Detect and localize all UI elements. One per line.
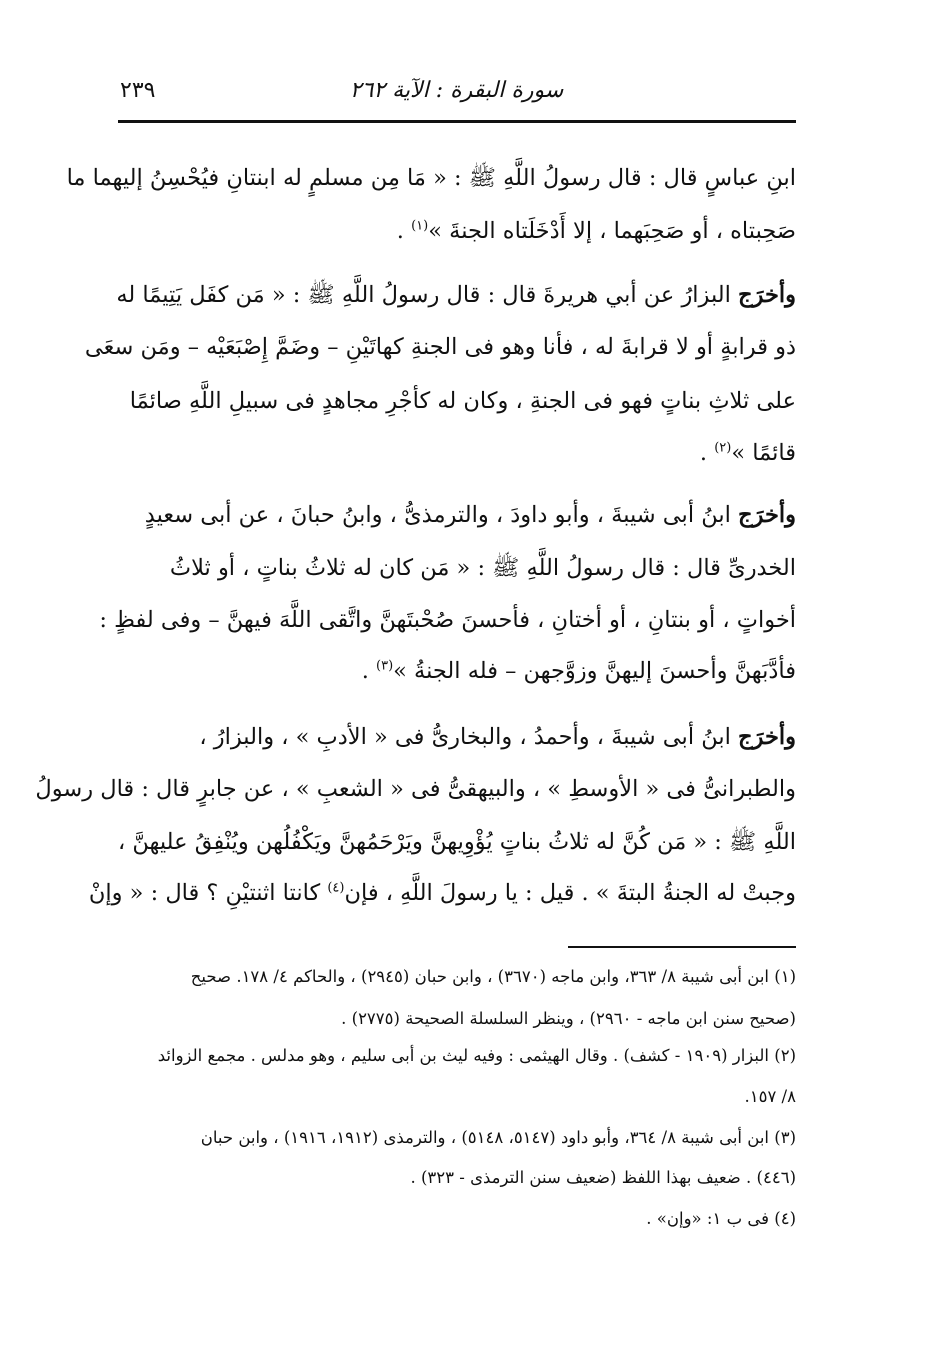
line-text: . <box>361 658 376 684</box>
footnote-rule <box>568 946 796 948</box>
line-text: ابنُ أبى شيبةَ ، وأحمدُ ، والبخارىُّ فى « الأدبِ » ، والبزارُ ، <box>199 724 739 750</box>
footnote-marker: (١) <box>411 218 429 234</box>
paragraph-lead: وأخرَج <box>738 282 796 308</box>
body-line <box>118 500 796 532</box>
line-text: قائمًا » <box>731 440 796 466</box>
line-text: البزارُ عن أبي هريرةَ قال : قال رسولُ اللَّهِ ﷺ : « مَن كفَل يَتِيمًا له <box>116 282 739 308</box>
surah-header-title: سورة البقرة : الآية ٢٦٢ <box>349 78 564 103</box>
footnote-line: ٨/ ١٥٧. <box>744 1087 796 1106</box>
body-line <box>35 774 796 806</box>
line-text: ابنُ أبى شيبةَ ، وأبو داودَ ، والترمذىُّ ، وابنُ حبانَ ، عن أبى سعيدٍ <box>144 502 739 528</box>
running-header <box>118 66 795 114</box>
line-text: أخواتٍ ، أو بنتانِ ، أو أختانِ ، فأحسنَ صُحْبتَهنَّ واتَّقى اللَّهَ فيهنَّ – وفى لفظٍ : <box>99 607 796 633</box>
footnote-line: (٤٤٦) . ضعيف بهذا اللفظ (ضعيف سنن الترمذى - ٣٢٣) . <box>410 1168 796 1187</box>
body-line <box>118 386 796 418</box>
body-line <box>118 553 796 585</box>
footnote-marker: (٢) <box>714 440 732 456</box>
body-line <box>118 827 796 859</box>
body-line <box>118 438 796 470</box>
page-number: ٢٣٩ <box>120 78 156 103</box>
line-text: ابنِ عباسٍ قال : قال رسولُ اللَّهِ ﷺ : « مَا مِن مسلمٍ له ابنتانِ فيُحْسِنُ إليهما ما <box>66 165 796 191</box>
body-line <box>118 722 796 754</box>
footnote-line: (٤) فى ب ١: «وإن» . <box>646 1209 796 1228</box>
footnote-line: (٢) البزار (١٩٠٩ - كشف) . وقال الهيثمى : وفيه ليث بن أبى سليم ، وهو مدلس . مجمع الزوائد <box>157 1046 796 1065</box>
body-line <box>99 605 796 637</box>
footnote-line: (١) ابن أبى شيبة ٨/ ٣٦٣، وابن ماجه (٣٦٧٠) ، وابن حبان (٢٩٤٥) ، والحاكم ٤/ ١٧٨. صحيح <box>190 967 796 986</box>
paragraph-lead: وأخرَج <box>738 724 796 750</box>
line-text: . <box>699 440 715 466</box>
line-text: الخدرىِّ قال : قال رسولُ اللَّهِ ﷺ : « مَن كان له ثلاثُ بناتٍ ، أو ثلاثُ <box>169 555 796 581</box>
line-text: على ثلاثِ بناتٍ فهو فى الجنةِ ، وكان له كأجْرِ مجاهدٍ فى سبيلِ اللَّهِ صائمًا <box>129 388 796 414</box>
body-line <box>118 656 796 688</box>
body-line <box>118 216 796 248</box>
line-text: وجبتْ له الجنةُ البتةَ » . قيل : يا رسولَ اللَّهِ ، فإن <box>344 880 796 906</box>
line-text: . <box>396 218 412 244</box>
line-text: فأدَّبَهنَّ وأحسنَ إليهنَّ وزوَّجهن – فله الجنةُ » <box>393 658 796 684</box>
footnote-line: (٣) ابن أبى شيبة ٨/ ٣٦٤، وأبو داود (٥١٤٧، ٥١٤٨) ، والترمذى (١٩١٢، ١٩١٦) ، وابن حبان <box>200 1128 796 1147</box>
footnote-marker: (٣) <box>376 658 394 674</box>
footnote-line: (صحيح سنن ابن ماجه - ٢٩٦٠) ، وينظر السلسلة الصحيحة (٢٧٧٥) . <box>341 1009 796 1028</box>
footnote-marker: (٤) <box>327 880 345 896</box>
paragraph-lead: وأخرَج <box>738 502 796 528</box>
header-rule <box>118 120 796 123</box>
line-text: اللَّهِ ﷺ : « مَن كُنَّ له ثلاثُ بناتٍ يُؤْوِيهنَّ ويَرْحَمُهنَّ ويَكْفُلُهن ويُنْفِقُ عليهنَّ ، <box>117 829 796 855</box>
line-text: والطبرانىُّ فى « الأوسطِ » ، والبيهقىُّ فى « الشعبِ » ، عن جابرٍ قال : قال رسولُ <box>35 776 796 802</box>
body-line <box>118 280 796 312</box>
line-text: صَحِبتاه ، أو صَحِبَهما ، إلا أَدْخَلَتاه الجنةَ » <box>428 218 796 244</box>
line-text: كانتا اثنتيْنِ ؟ قال : « وإنْ <box>88 880 328 906</box>
body-line <box>88 878 796 910</box>
body-line <box>66 163 796 195</box>
body-line <box>84 332 796 364</box>
line-text: ذو قرابةٍ أو لا قرابةَ له ، فأنا وهو فى الجنةِ كهاتَيْنِ – وضَمَّ إِصْبَعَيْه – ومَن سعَى <box>84 334 796 360</box>
